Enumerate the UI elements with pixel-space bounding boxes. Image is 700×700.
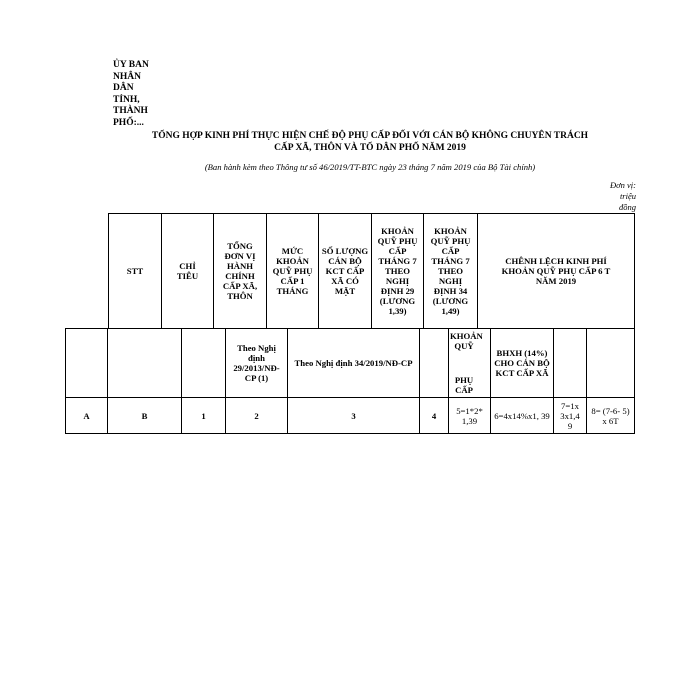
report-title-line2: CẤP XÃ, THÔN VÀ TỔ DÂN PHỐ NĂM 2019 xyxy=(274,143,466,153)
code-cell: 2 xyxy=(225,397,288,434)
unit-line: triệu xyxy=(619,191,636,201)
code-cell: 7=1x 3x1,4 9 xyxy=(553,397,587,434)
header-muc-khoan: MỨC KHOẢN QUỸ PHỤ CẤP 1 THÁNG xyxy=(266,213,319,329)
header2-khoan-quy-phu-cap: KHOẢN QUỸ PHỤ CẤP xyxy=(448,328,491,398)
code-cell: 3 xyxy=(287,397,420,434)
agency-line: NHÂN xyxy=(113,71,141,82)
header2-empty-4 xyxy=(419,328,449,398)
header2-bhxh: BHXH (14%) CHO CÁN BỘ KCT CẤP XÃ xyxy=(490,328,554,398)
header-tong-don-vi: TỔNG ĐƠN VỊ HÀNH CHÍNH CẤP XÃ, THÔN xyxy=(213,213,267,329)
header2-empty-a xyxy=(65,328,108,398)
report-title-line1: TỔNG HỢP KINH PHÍ THỰC HIỆN CHẾ ĐỘ PHỤ CẤP ĐỐI VỚI CÁN BỘ KHÔNG CHUYÊN TRÁCH xyxy=(151,131,589,141)
code-cell: A xyxy=(65,397,108,434)
code-cell: 8= (7-6- 5) x 6T xyxy=(586,397,635,434)
header2-empty-7 xyxy=(553,328,587,398)
code-cell: 4 xyxy=(419,397,449,434)
code-cell: 1 xyxy=(181,397,226,434)
header2-theo-nd34: Theo Nghị định 34/2019/NĐ-CP xyxy=(287,328,420,398)
unit-line: Đơn vị: xyxy=(609,180,636,190)
header2-empty-8 xyxy=(586,328,635,398)
agency-line: TỈNH, xyxy=(113,94,140,105)
code-cell: 6=4x14%x1, 39 xyxy=(490,397,554,434)
unit-label xyxy=(596,180,636,213)
header2-empty-b xyxy=(107,328,182,398)
unit-line: đồng xyxy=(619,202,636,212)
header-quy-nd34: KHOẢN QUỸ PHỤ CẤP THÁNG 7 THEO NGHỊ ĐỊNH 34 (LƯƠNG 1,49) xyxy=(423,213,478,329)
header-chi-tieu: CHỈ TIÊU xyxy=(161,213,214,329)
header2-theo-nd29: Theo Nghị định 29/2013/NĐ-CP (1) xyxy=(225,328,288,398)
header-quy-nd29: KHOẢN QUỸ PHỤ CẤP THÁNG 7 THEO NGHỊ ĐỊNH 29 (LƯƠNG 1,39) xyxy=(371,213,424,329)
agency-line: ỦY BAN xyxy=(113,60,149,70)
code-cell: B xyxy=(107,397,182,434)
agency-line: THÀNH xyxy=(113,106,148,116)
header2-empty-1 xyxy=(181,328,226,398)
header-stt: STT xyxy=(108,213,162,329)
report-subtitle: (Ban hành kèm theo Thông tư số 46/2019/TT-BTC ngày 23 tháng 7 năm 2019 của Bộ Tài chính) xyxy=(204,162,536,172)
header-chenh-lech: CHÊNH LỆCH KINH PHÍ KHOẢN QUỸ PHỤ CẤP 6 T NĂM 2019 xyxy=(477,213,635,329)
agency-line: PHỐ:... xyxy=(113,117,144,128)
code-cell: 5=1*2* 1,39 xyxy=(448,397,491,434)
agency-name xyxy=(113,60,173,129)
agency-line: DÂN xyxy=(113,83,134,93)
header-so-luong: SỐ LƯỢNG CÁN BỘ KCT CẤP XÃ CÓ MẶT xyxy=(318,213,372,329)
